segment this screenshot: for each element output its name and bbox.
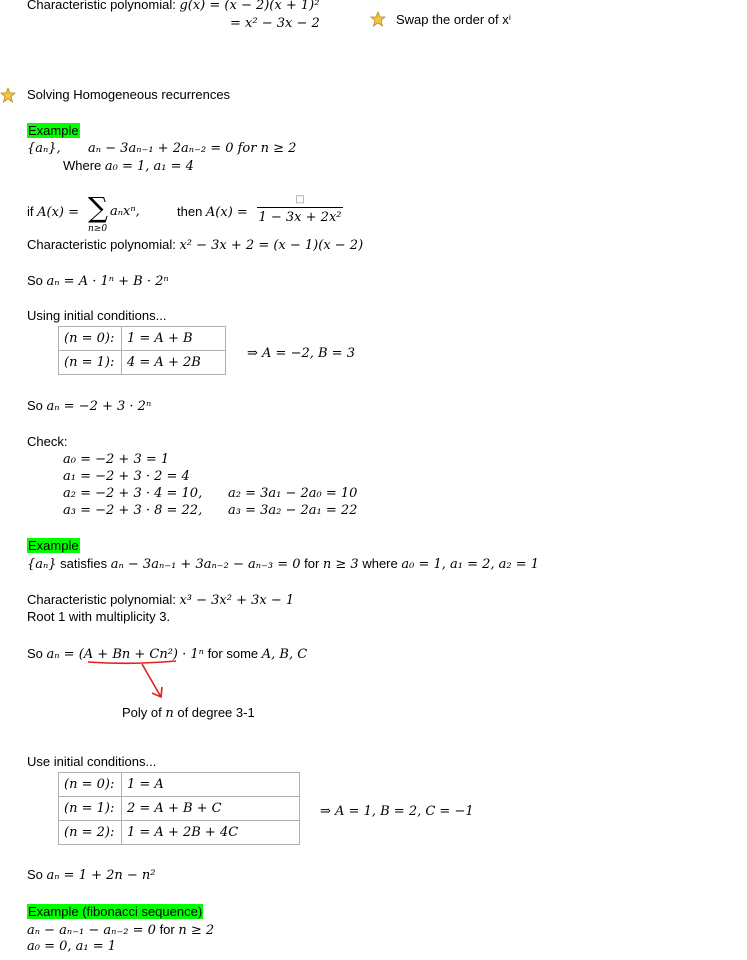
ex1-gf-lhs: if A(x) =	[27, 204, 80, 220]
table-row: (n = 2): 1 = A + 2B + 4C	[59, 821, 300, 845]
ex1-final: So aₙ = −2 + 3 · 2ⁿ	[27, 398, 152, 414]
table-row: (n = 0): 1 = A + B	[59, 327, 226, 351]
check-line: a₀ = −2 + 3 = 1	[63, 452, 170, 467]
ex2-annotation: Poly of n of degree 3-1	[122, 705, 255, 721]
sum-symbol: ∑	[88, 191, 108, 224]
ex2-poly-underlined: (A + Bn + Cn²)	[78, 647, 179, 662]
check-line-right: a₃ = 3a₂ − 2a₁ = 22	[228, 503, 358, 518]
example-1-label: Example	[28, 123, 79, 138]
ex1-gf-term: aₙxⁿ,	[110, 204, 140, 219]
example-3-label: Example (fibonacci sequence)	[28, 904, 203, 919]
ex2-so: So aₙ = (A + Bn + Cn²) · 1ⁿ for some A, B, C	[27, 646, 308, 662]
ex3-recurrence: aₙ − aₙ₋₁ − aₙ₋₂ = 0 for n ≥ 2	[27, 922, 215, 938]
top-charpoly-line2: = x² − 3x − 2	[230, 16, 320, 31]
ex2-statement: {aₙ} satisfies aₙ − 3aₙ₋₁ + 3aₙ₋₂ − aₙ₋₃ = 0 for n ≥ 3 where a₀ = 1, a₁ = 2, a₂ = 1	[27, 556, 540, 572]
ex1-so: So aₙ = A · 1ⁿ + B · 2ⁿ	[27, 273, 169, 289]
table-row: (n = 0): 1 = A	[59, 773, 300, 797]
ex1-result: ⇒ A = −2, B = 3	[247, 346, 355, 361]
ex2-root-note: Root 1 with multiplicity 3.	[27, 609, 171, 624]
ex1-fraction	[257, 193, 343, 226]
table-row: (n = 1): 2 = A + B + C	[59, 797, 300, 821]
ex2-final: So aₙ = 1 + 2n − n²	[27, 867, 156, 883]
ex2-init-label: Use initial conditions...	[27, 754, 157, 769]
top-charpoly: Characteristic polynomial: g(x) = (x − 2)(x + 1)²	[27, 0, 320, 13]
example-2-label: Example	[28, 538, 79, 553]
ex1-then: then A(x) =	[177, 204, 248, 220]
ex1-conditions-table	[58, 326, 226, 375]
ex2-charpoly: Characteristic polynomial: x³ − 3x² + 3x − 1	[27, 592, 295, 608]
frac-numerator: □	[295, 194, 305, 205]
swap-note: Swap the order of xⁱ	[396, 12, 512, 27]
check-line: a₂ = −2 + 3 · 4 = 10,	[63, 486, 203, 501]
table-row: (n = 1): 4 = A + 2B	[59, 351, 226, 375]
ex1-charpoly: Characteristic polynomial: x² − 3x + 2 = (x − 1)(x − 2)	[27, 237, 364, 253]
ex2-result: ⇒ A = 1, B = 2, C = −1	[320, 804, 474, 819]
star-icon	[0, 87, 16, 103]
star-icon	[370, 11, 386, 27]
ex1-recurrence: aₙ − 3aₙ₋₁ + 2aₙ₋₂ = 0 for n ≥ 2	[88, 141, 297, 156]
sum-subscript: n≥0	[88, 224, 108, 234]
ex3-init: a₀ = 0, a₁ = 1	[27, 939, 117, 954]
ex1-check-label: Check:	[27, 434, 68, 449]
annotation-arrow	[80, 655, 200, 705]
frac-bar	[257, 207, 343, 208]
ex1-init-label: Using initial conditions...	[27, 308, 167, 323]
ex1-where: Where a₀ = 1, a₁ = 4	[63, 158, 194, 174]
frac-denominator: 1 − 3x + 2x²	[258, 210, 342, 225]
check-line: a₁ = −2 + 3 · 2 = 4	[63, 469, 190, 484]
ex1-seq: {aₙ},	[27, 141, 61, 156]
section-title: Solving Homogeneous recurrences	[27, 87, 231, 102]
check-line-right: a₂ = 3a₁ − 2a₀ = 10	[228, 486, 358, 501]
check-line: a₃ = −2 + 3 · 8 = 22,	[63, 503, 203, 518]
ex2-conditions-table	[58, 772, 300, 845]
